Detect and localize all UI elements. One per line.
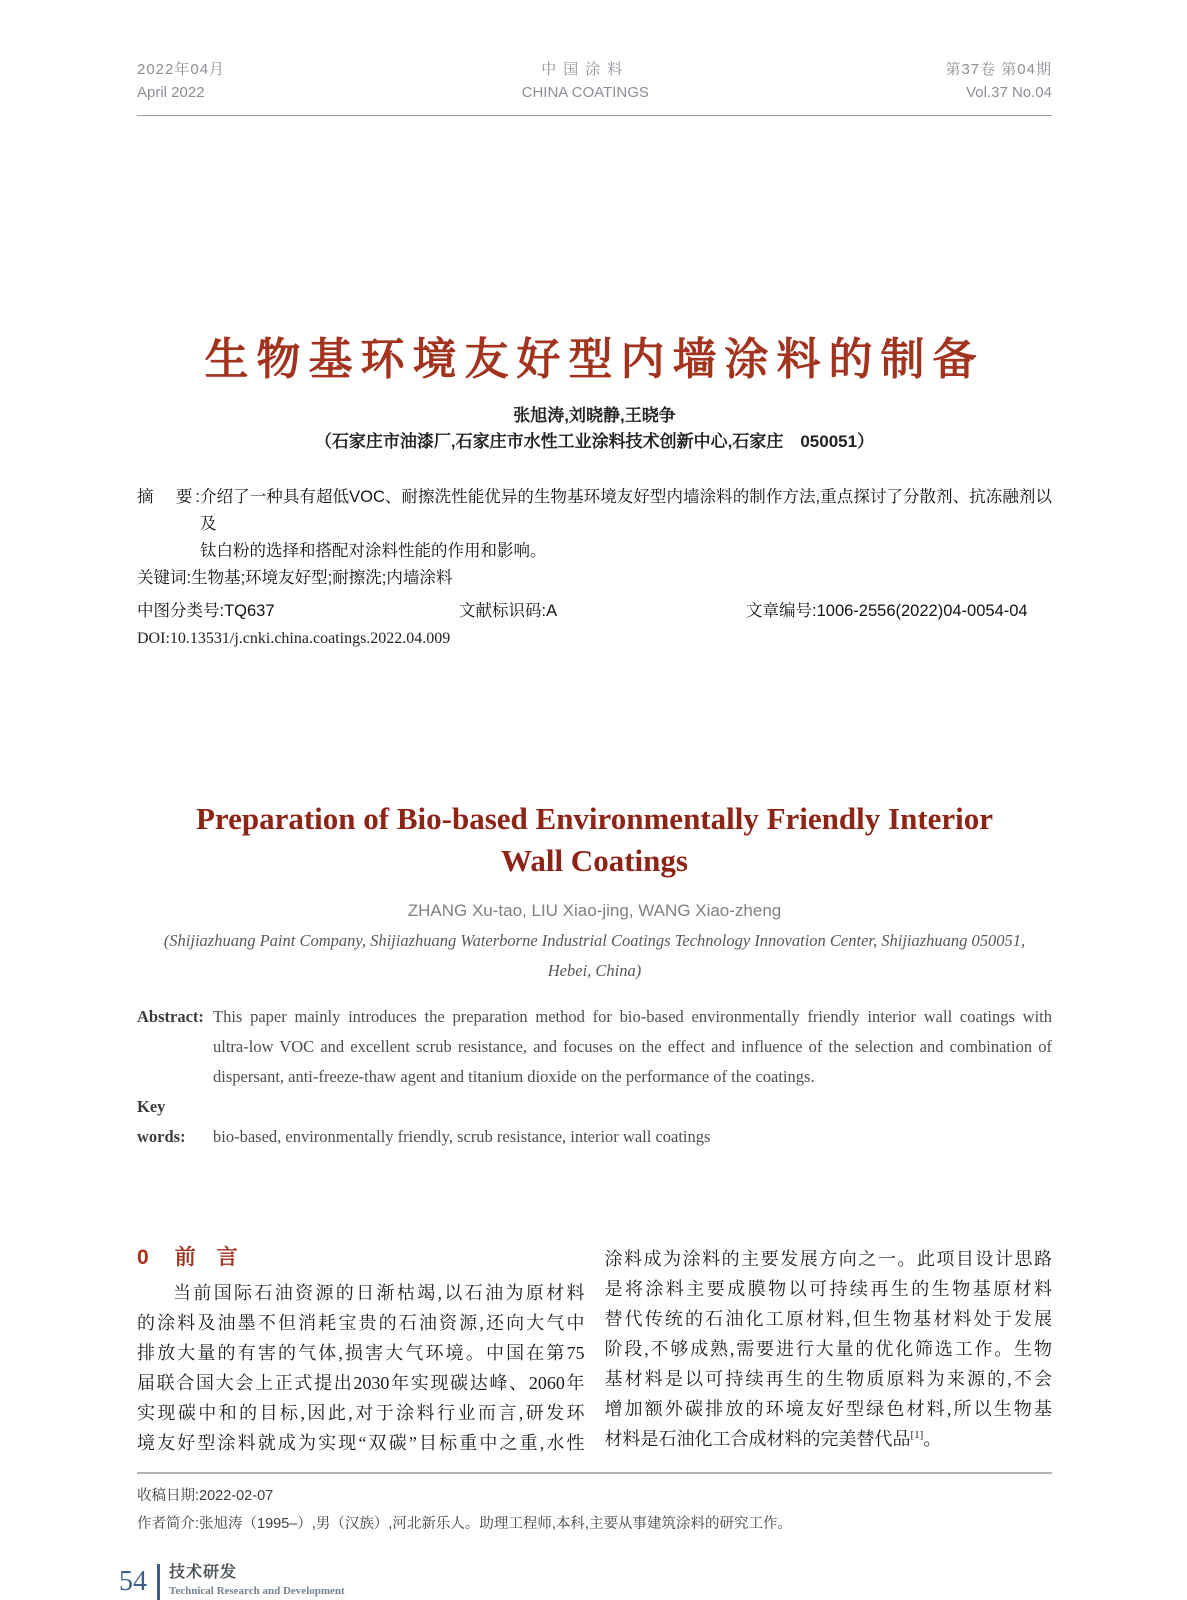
header-journal-block — [522, 58, 649, 104]
abstract-en-line1: Abstract: This paper mainly introduces the preparation method for bio-based environmentally friendly interior wall coatings with — [213, 1002, 1052, 1032]
keywords-en: Key words: bio-based, environmentally friendly, scrub resistance, interior wall coatings — [137, 1092, 1052, 1152]
received-date: 收稿日期:2022-02-07 — [137, 1488, 274, 1504]
reference-marker: [1] — [910, 1429, 924, 1441]
body-column-left — [137, 1244, 585, 1458]
body-line: 是将涂料主要成膜物以可持续再生的生物基原材料 — [604, 1279, 1052, 1299]
keywords-label-cn: 关键词: — [137, 569, 192, 587]
section-number: 0 — [137, 1246, 149, 1269]
doi: DOI:10.13531/j.cnki.china.coatings.2022.04.009 — [137, 630, 451, 647]
footnote-divider — [137, 1472, 1052, 1474]
header-issue-en: Vol.37 No.04 — [966, 84, 1052, 101]
body-line: 增加额外碳排放的环境友好型绿色材料,所以生物基 — [604, 1399, 1052, 1419]
body-column-right — [605, 1244, 1053, 1458]
abstract-label-en: Abstract: — [137, 1007, 204, 1026]
article-title-cn: 生物基环境友好型内墙涂料的制备 — [204, 335, 985, 384]
header-issue-block — [945, 58, 1052, 104]
section-title: 前 言 — [174, 1246, 238, 1269]
journal-header — [137, 0, 1052, 104]
keywords-label-en: Key words: — [137, 1097, 186, 1146]
body-line: 替代传统的石油化工原材料,但生物基材料处于发展 — [604, 1309, 1052, 1329]
english-meta-block — [137, 1002, 1052, 1152]
body-line: 的涂料及油墨不但消耗宝贵的石油资源,还向大气中 — [137, 1313, 585, 1333]
clc-number: 中图分类号:TQ637 — [137, 602, 275, 620]
abstract-en-line2: ultra-low VOC and excellent scrub resistance, and focuses on the effect and influence of the selection and combination of — [213, 1037, 1052, 1056]
body-line: 基材料是以可持续再生的生物质原料为来源的,不会 — [604, 1369, 1052, 1389]
affiliation-en — [137, 926, 1052, 986]
page-footer — [119, 1562, 1187, 1600]
classification-row — [137, 599, 1052, 623]
body-line: 届联合国大会上正式提出2030年实现碳达峰、2060年 — [137, 1373, 585, 1393]
body-line: 境友好型涂料就成为实现“双碳”目标重中之重,水性 — [137, 1433, 585, 1453]
abstract-en-line3: dispersant, anti-freeze-thaw agent and titanium dioxide on the performance of the coatings. — [213, 1067, 815, 1086]
header-date-cn: 2022年04月 — [137, 61, 226, 78]
affiliation-en-line1: (Shijiazhuang Paint Company, Shijiazhuang Waterborne Industrial Coatings Technology Innovation Center, Shijiazhuang 050051, — [163, 931, 1026, 950]
article-title-en — [137, 798, 1052, 882]
page-number: 54 — [119, 1566, 147, 1597]
article-title-en-line1: Preparation of Bio-based Environmentally Friendly Interior — [195, 801, 994, 836]
affiliation-cn: （石家庄市油漆厂,石家庄市水性工业涂料技术创新中心,石家庄 050051） — [314, 432, 875, 451]
affiliation-en-line2: Hebei, China) — [547, 961, 642, 980]
body-line: 材料是石油化工合成材料的完美替代品[1]。 — [604, 1429, 942, 1449]
header-divider — [137, 115, 1052, 116]
column-name-cn: 技术研发 — [169, 1564, 238, 1581]
abstract-label-cn: 摘 要: — [137, 488, 200, 506]
abstract-cn-line2: 钛白粉的选择和搭配对涂料性能的作用和影响。 — [200, 542, 547, 560]
abstract-cn-line1: 摘 要:介绍了一种具有超低VOC、耐擦洗性能优异的生物基环境友好型内墙涂料的制作方法,重点探讨了分散剂、抗冻融剂以及 — [200, 484, 1052, 538]
author-bio: 作者简介:张旭涛（1995–）,男（汉族）,河北新乐人。助理工程师,本科,主要从事建筑涂料的研究工作。 — [137, 1516, 792, 1532]
journal-name-en: CHINA COATINGS — [521, 84, 649, 101]
chinese-meta-block — [137, 484, 1052, 650]
footer-column-labels — [160, 1562, 345, 1600]
body-line: 实现碳中和的目标,因此,对于涂料行业而言,研发环 — [137, 1403, 585, 1423]
article-id: 文章编号:1006-2556(2022)04-0054-04 — [746, 602, 1028, 620]
footnote-block — [137, 1482, 1052, 1538]
body-line: 涂料成为涂料的主要发展方向之一。此项目设计思路 — [604, 1249, 1052, 1269]
document-code: 文献标识码:A — [459, 602, 558, 620]
section-heading — [137, 1244, 585, 1272]
authors-en: ZHANG Xu-tao, LIU Xiao-jing, WANG Xiao-zheng — [407, 901, 782, 920]
journal-name-cn: 中国涂料 — [541, 61, 630, 78]
abstract-en — [137, 1002, 1052, 1092]
keywords-cn: 关键词:生物基;环境友好型;耐擦洗;内墙涂料 — [137, 569, 453, 587]
body-line: 排放大量的有害的气体,损害大气环境。中国在第75 — [137, 1343, 585, 1363]
column-name-en: Technical Research and Development — [169, 1585, 345, 1597]
header-issue-cn: 第37卷 第04期 — [945, 61, 1052, 78]
body-columns — [137, 1244, 1052, 1458]
header-date-block — [137, 58, 225, 104]
body-line: 阶段,不够成熟,需要进行大量的优化筛选工作。生物 — [604, 1339, 1052, 1359]
authors-cn: 张旭涛,刘晓静,王晓争 — [513, 406, 676, 425]
header-date-en: April 2022 — [137, 84, 205, 101]
article-title-en-line2: Wall Coatings — [501, 843, 688, 878]
body-line: 当前国际石油资源的日渐枯竭,以石油为原材料 — [173, 1283, 585, 1303]
abstract-cn — [137, 484, 1052, 565]
